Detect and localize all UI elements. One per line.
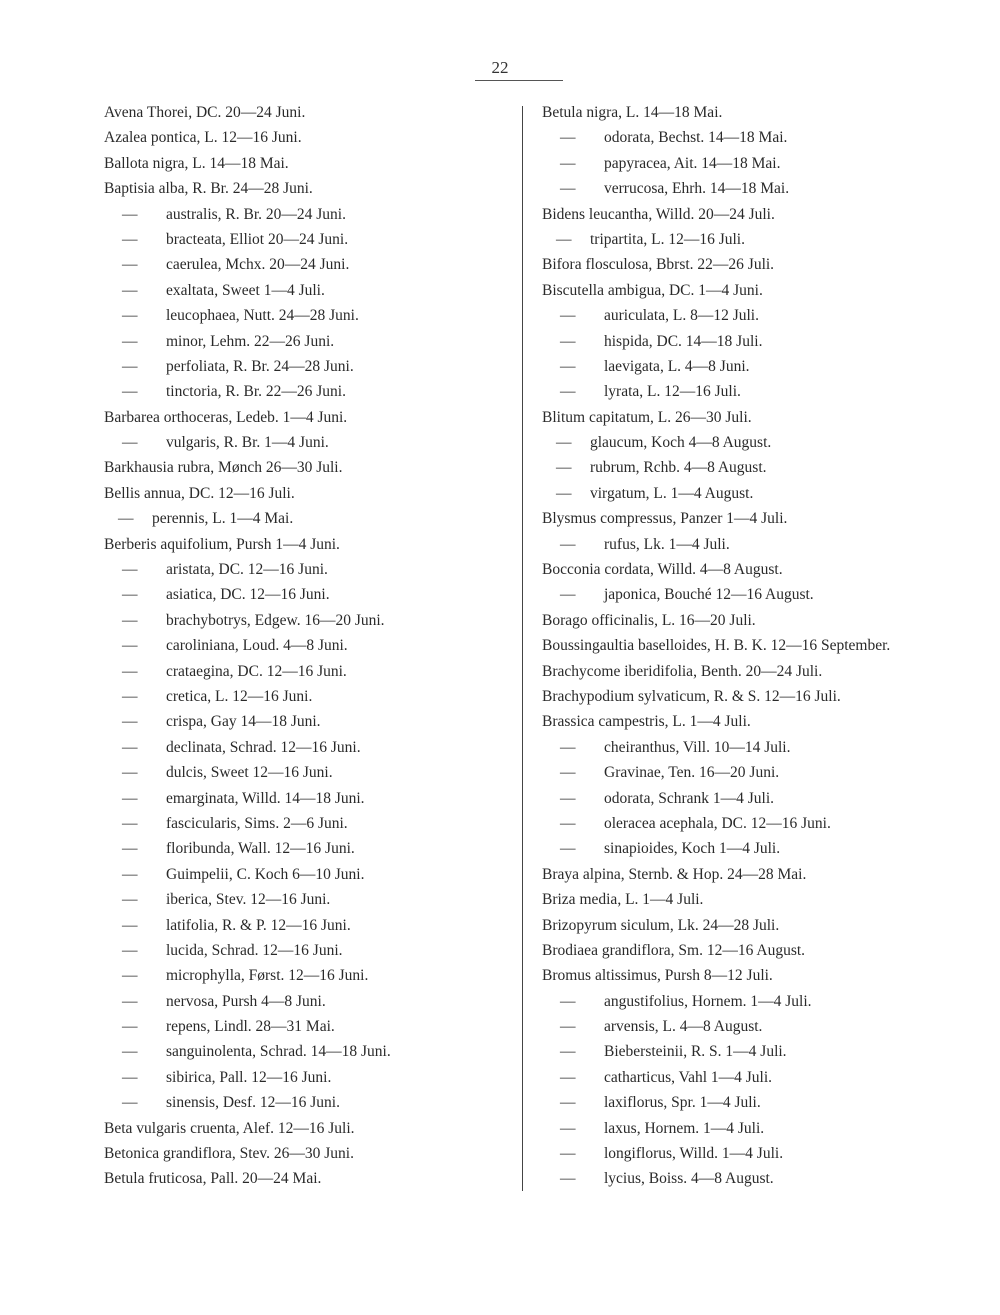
- ditto-dash: —: [122, 637, 138, 655]
- ditto-dash: —: [560, 840, 576, 858]
- entry-text: brachybotrys, Edgew. 16—20 Juni.: [166, 611, 385, 629]
- ditto-dash: —: [560, 789, 576, 807]
- ditto-dash: —: [560, 332, 576, 350]
- entry-text: asiatica, DC. 12—16 Juni.: [166, 586, 330, 604]
- ditto-dash: —: [560, 586, 576, 604]
- ditto-dash: —: [556, 484, 572, 502]
- entry-text: Ballota nigra, L. 14—18 Mai.: [104, 154, 289, 172]
- entry-text: caerulea, Mchx. 20—24 Juni.: [166, 256, 350, 274]
- entry-text: Betula nigra, L. 14—18 Mai.: [542, 104, 723, 121]
- entry: [104, 303, 514, 328]
- entry: [104, 202, 514, 227]
- entry: [104, 786, 514, 811]
- entry: [542, 582, 992, 607]
- entry-text: perfoliata, R. Br. 24—28 Juni.: [166, 357, 354, 375]
- entry-text: floribunda, Wall. 12—16 Juni.: [166, 840, 355, 858]
- ditto-dash: —: [560, 764, 576, 782]
- entry: [104, 455, 514, 480]
- entry-text: australis, R. Br. 20—24 Juni.: [166, 205, 346, 223]
- entry: [104, 659, 514, 684]
- entry-text: sinensis, Desf. 12—16 Juni.: [166, 1094, 340, 1112]
- entry: [542, 1014, 992, 1039]
- entry: [104, 938, 514, 963]
- entry: [542, 1166, 992, 1191]
- ditto-dash: —: [560, 383, 576, 401]
- entry: [104, 227, 514, 252]
- entry: [104, 760, 514, 785]
- entry-text: repens, Lindl. 28—31 Mai.: [166, 1018, 335, 1036]
- entry-text: declinata, Schrad. 12—16 Juni.: [166, 738, 361, 756]
- entry: [542, 887, 992, 912]
- entry: [104, 887, 514, 912]
- entry-text: bracteata, Elliot 20—24 Juni.: [166, 230, 349, 248]
- entry-text: Biebersteinii, R. S. 1—4 Juli.: [604, 1043, 787, 1061]
- ditto-dash: —: [122, 1094, 138, 1112]
- entry: [542, 455, 992, 480]
- entry-text: Avena Thorei, DC. 20—24 Juni.: [104, 104, 306, 121]
- entry: [104, 430, 514, 455]
- entry-text: emarginata, Willd. 14—18 Juni.: [166, 789, 365, 807]
- entry: [542, 125, 992, 150]
- entry-text: Blitum capitatum, L. 26—30 Juli.: [542, 408, 752, 426]
- entry-text: virgatum, L. 1—4 August.: [590, 484, 754, 502]
- ditto-dash: —: [122, 1068, 138, 1086]
- entry-text: crispa, Gay 14—18 Juni.: [166, 713, 321, 731]
- ditto-dash: —: [560, 129, 576, 147]
- entry-text: Brachypodium sylvaticum, R. & S. 12—16 Juli.: [542, 687, 841, 705]
- entry-text: odorata, Schrank 1—4 Juli.: [604, 789, 775, 807]
- entry-text: verrucosa, Ehrh. 14—18 Mai.: [604, 180, 790, 198]
- entry-text: minor, Lehm. 22—26 Juni.: [166, 332, 335, 350]
- ditto-dash: —: [118, 510, 134, 528]
- entry: [542, 557, 992, 582]
- entry-text: cheiranthus, Vill. 10—14 Juli.: [604, 738, 791, 756]
- ditto-dash: —: [560, 357, 576, 375]
- entry-text: tripartita, L. 12—16 Juli.: [590, 230, 745, 248]
- entry-text: Brizopyrum siculum, Lk. 24—28 Juli.: [542, 916, 780, 934]
- entry-text: longiflorus, Willd. 1—4 Juli.: [604, 1145, 784, 1163]
- ditto-dash: —: [556, 230, 572, 248]
- entry-text: glaucum, Koch 4—8 August.: [590, 434, 772, 452]
- entry: [104, 506, 514, 531]
- entry: [542, 608, 992, 633]
- entry: [104, 557, 514, 582]
- ditto-dash: —: [122, 205, 138, 223]
- entry-text: Bifora flosculosa, Bbrst. 22—26 Juli.: [542, 256, 775, 274]
- entry: [104, 1166, 514, 1191]
- ditto-dash: —: [122, 967, 138, 985]
- entry: [104, 1116, 514, 1141]
- entry-text: fascicularis, Sims. 2—6 Juni.: [166, 814, 348, 832]
- entry-text: hispida, DC. 14—18 Juli.: [604, 332, 763, 350]
- entry-text: Briza media, L. 1—4 Juli.: [542, 891, 704, 909]
- entry-text: Brodiaea grandiflora, Sm. 12—16 August.: [542, 941, 806, 959]
- entry: [104, 811, 514, 836]
- entry-text: latifolia, R. & P. 12—16 Juni.: [166, 916, 351, 934]
- entry: [104, 329, 514, 354]
- entry: [542, 379, 992, 404]
- entry-text: nervosa, Pursh 4—8 Juni.: [166, 992, 326, 1010]
- entry: [104, 709, 514, 734]
- entry: [104, 151, 514, 176]
- entry: [542, 989, 992, 1014]
- entry: [104, 1039, 514, 1064]
- entry-text: Bocconia cordata, Willd. 4—8 August.: [542, 561, 783, 579]
- entry-text: laevigata, L. 4—8 Juni.: [604, 357, 750, 375]
- ditto-dash: —: [122, 307, 138, 325]
- entry: [104, 963, 514, 988]
- entry-text: dulcis, Sweet 12—16 Juni.: [166, 764, 333, 782]
- entry: [542, 633, 992, 658]
- entry: [104, 836, 514, 861]
- entry: [542, 735, 992, 760]
- entry: [104, 1065, 514, 1090]
- entry-text: Betonica grandiflora, Stev. 26—30 Juni.: [104, 1145, 354, 1163]
- entry: [542, 405, 992, 430]
- entry: [542, 1039, 992, 1064]
- entry: [542, 329, 992, 354]
- ditto-dash: —: [122, 789, 138, 807]
- ditto-dash: —: [556, 434, 572, 452]
- ditto-dash: —: [122, 738, 138, 756]
- ditto-dash: —: [560, 307, 576, 325]
- entry: [104, 633, 514, 658]
- ditto-dash: —: [560, 814, 576, 832]
- entry-text: aristata, DC. 12—16 Juni.: [166, 561, 328, 579]
- entry: [104, 252, 514, 277]
- entry: [542, 659, 992, 684]
- entry-text: oleracea acephala, DC. 12—16 Juni.: [604, 814, 831, 832]
- entry: [104, 913, 514, 938]
- entry-text: Brassica campestris, L. 1—4 Juli.: [542, 713, 751, 731]
- ditto-dash: —: [122, 256, 138, 274]
- entry-text: sanguinolenta, Schrad. 14—18 Juni.: [166, 1043, 391, 1061]
- ditto-dash: —: [122, 916, 138, 934]
- entry-text: Biscutella ambigua, DC. 1—4 Juni.: [542, 281, 763, 299]
- entry: [542, 151, 992, 176]
- ditto-dash: —: [122, 1043, 138, 1061]
- entry: [542, 1116, 992, 1141]
- ditto-dash: —: [122, 611, 138, 629]
- ditto-dash: —: [560, 1094, 576, 1112]
- ditto-dash: —: [122, 891, 138, 909]
- entry-text: sibirica, Pall. 12—16 Juni.: [166, 1068, 332, 1086]
- entry: [104, 379, 514, 404]
- entry-text: Boussingaultia baselloides, H. B. K. 12—16 September.: [542, 637, 891, 655]
- entry-text: arvensis, L. 4—8 August.: [604, 1018, 763, 1036]
- ditto-dash: —: [122, 662, 138, 680]
- entry-text: angustifolius, Hornem. 1—4 Juli.: [604, 992, 812, 1010]
- entry: [542, 100, 992, 125]
- entry-text: microphylla, Først. 12—16 Juni.: [166, 967, 369, 985]
- entry-text: Gravinae, Ten. 16—20 Juni.: [604, 764, 780, 782]
- entry: [542, 354, 992, 379]
- entry: [542, 862, 992, 887]
- entry-text: papyracea, Ait. 14—18 Mai.: [604, 154, 781, 172]
- entry-text: catharticus, Vahl 1—4 Juli.: [604, 1068, 773, 1086]
- ditto-dash: —: [560, 1018, 576, 1036]
- ditto-dash: —: [122, 332, 138, 350]
- ditto-dash: —: [122, 687, 138, 705]
- entry-text: Bellis annua, DC. 12—16 Juli.: [104, 484, 295, 502]
- header-rule: [475, 80, 563, 81]
- ditto-dash: —: [122, 764, 138, 782]
- ditto-dash: —: [122, 865, 138, 883]
- ditto-dash: —: [560, 535, 576, 553]
- entry-text: lyrata, L. 12—16 Juli.: [604, 383, 741, 401]
- entry: [104, 125, 514, 150]
- entry-text: caroliniana, Loud. 4—8 Juni.: [166, 637, 348, 655]
- entry: [542, 811, 992, 836]
- entry: [542, 684, 992, 709]
- entry: [104, 608, 514, 633]
- entry-text: japonica, Bouché 12—16 August.: [604, 586, 814, 604]
- ditto-dash: —: [122, 840, 138, 858]
- entry-text: exaltata, Sweet 1—4 Juli.: [166, 281, 325, 299]
- entry: [104, 989, 514, 1014]
- entry: [104, 582, 514, 607]
- entry: [104, 1014, 514, 1039]
- entry: [104, 1090, 514, 1115]
- entry: [542, 1065, 992, 1090]
- ditto-dash: —: [122, 281, 138, 299]
- entry-text: rubrum, Rchb. 4—8 August.: [590, 459, 767, 477]
- entry-text: Baptisia alba, R. Br. 24—28 Juni.: [104, 180, 313, 198]
- entry: [542, 430, 992, 455]
- entry-text: laxiflorus, Spr. 1—4 Juli.: [604, 1094, 761, 1112]
- left-column: [104, 100, 514, 1192]
- entry-text: Brachycome iberidifolia, Benth. 20—24 Juli.: [542, 662, 823, 680]
- entry: [542, 938, 992, 963]
- entry-text: cretica, L. 12—16 Juni.: [166, 687, 313, 705]
- entry-text: perennis, L. 1—4 Mai.: [152, 510, 294, 528]
- entry: [542, 176, 992, 201]
- entry: [542, 252, 992, 277]
- entry-text: Betula fruticosa, Pall. 20—24 Mai.: [104, 1170, 322, 1188]
- entry-text: Barkhausia rubra, Mønch 26—30 Juli.: [104, 459, 343, 477]
- entry: [104, 1141, 514, 1166]
- ditto-dash: —: [560, 738, 576, 756]
- entry: [542, 202, 992, 227]
- entry: [542, 760, 992, 785]
- entry-text: Blysmus compressus, Panzer 1—4 Juli.: [542, 510, 788, 528]
- entry: [104, 405, 514, 430]
- entry-text: Azalea pontica, L. 12—16 Juni.: [104, 129, 302, 147]
- entry: [542, 532, 992, 557]
- entry: [104, 100, 514, 125]
- ditto-dash: —: [122, 814, 138, 832]
- ditto-dash: —: [560, 154, 576, 172]
- column-divider: [522, 106, 523, 1191]
- entry: [104, 532, 514, 557]
- entry-text: lycius, Boiss. 4—8 August.: [604, 1170, 774, 1188]
- entry-text: Berberis aquifolium, Pursh 1—4 Juni.: [104, 535, 340, 553]
- ditto-dash: —: [122, 713, 138, 731]
- entry: [104, 684, 514, 709]
- entry-text: tinctoria, R. Br. 22—26 Juni.: [166, 383, 346, 401]
- ditto-dash: —: [560, 1043, 576, 1061]
- entry-text: Bidens leucantha, Willd. 20—24 Juli.: [542, 205, 775, 223]
- ditto-dash: —: [122, 230, 138, 248]
- entry: [104, 176, 514, 201]
- entry: [104, 278, 514, 303]
- ditto-dash: —: [560, 992, 576, 1010]
- entry: [542, 303, 992, 328]
- entry-text: auriculata, L. 8—12 Juli.: [604, 307, 759, 325]
- entry: [542, 278, 992, 303]
- entry-text: lucida, Schrad. 12—16 Juni.: [166, 941, 343, 959]
- entry-text: Bromus altissimus, Pursh 8—12 Juli.: [542, 967, 773, 985]
- entry: [542, 1141, 992, 1166]
- entry-text: Guimpelii, C. Koch 6—10 Juni.: [166, 865, 365, 883]
- ditto-dash: —: [560, 1068, 576, 1086]
- ditto-dash: —: [122, 434, 138, 452]
- entry-text: sinapioides, Koch 1—4 Juli.: [604, 840, 781, 858]
- right-column: [542, 100, 992, 1192]
- ditto-dash: —: [122, 941, 138, 959]
- entry: [104, 735, 514, 760]
- ditto-dash: —: [560, 1170, 576, 1188]
- ditto-dash: —: [122, 383, 138, 401]
- entry: [542, 709, 992, 734]
- entry: [542, 786, 992, 811]
- entry-text: leucophaea, Nutt. 24—28 Juni.: [166, 307, 359, 325]
- ditto-dash: —: [122, 357, 138, 375]
- entry: [542, 481, 992, 506]
- entry-text: Barbarea orthoceras, Ledeb. 1—4 Juni.: [104, 408, 348, 426]
- entry-text: crataegina, DC. 12—16 Juni.: [166, 662, 347, 680]
- entry-text: odorata, Bechst. 14—18 Mai.: [604, 129, 788, 147]
- ditto-dash: —: [122, 992, 138, 1010]
- entry-text: iberica, Stev. 12—16 Juni.: [166, 891, 331, 909]
- entry-text: rufus, Lk. 1—4 Juli.: [604, 535, 730, 553]
- entry: [542, 227, 992, 252]
- entry-text: Borago officinalis, L. 16—20 Juli.: [542, 611, 756, 629]
- entry-text: Braya alpina, Sternb. & Hop. 24—28 Mai.: [542, 865, 807, 883]
- entry: [542, 506, 992, 531]
- entry: [104, 481, 514, 506]
- ditto-dash: —: [122, 1018, 138, 1036]
- ditto-dash: —: [122, 586, 138, 604]
- entry-text: laxus, Hornem. 1—4 Juli.: [604, 1119, 765, 1137]
- page-number: 22: [491, 58, 509, 77]
- entry: [542, 963, 992, 988]
- entry-text: Beta vulgaris cruenta, Alef. 12—16 Juli.: [104, 1119, 355, 1137]
- ditto-dash: —: [122, 561, 138, 579]
- entry: [104, 354, 514, 379]
- ditto-dash: —: [560, 180, 576, 198]
- entry-text: vulgaris, R. Br. 1—4 Juni.: [166, 434, 329, 452]
- entry: [542, 913, 992, 938]
- entry: [104, 862, 514, 887]
- entry: [542, 1090, 992, 1115]
- ditto-dash: —: [560, 1119, 576, 1137]
- ditto-dash: —: [556, 459, 572, 477]
- ditto-dash: —: [560, 1145, 576, 1163]
- entry: [542, 836, 992, 861]
